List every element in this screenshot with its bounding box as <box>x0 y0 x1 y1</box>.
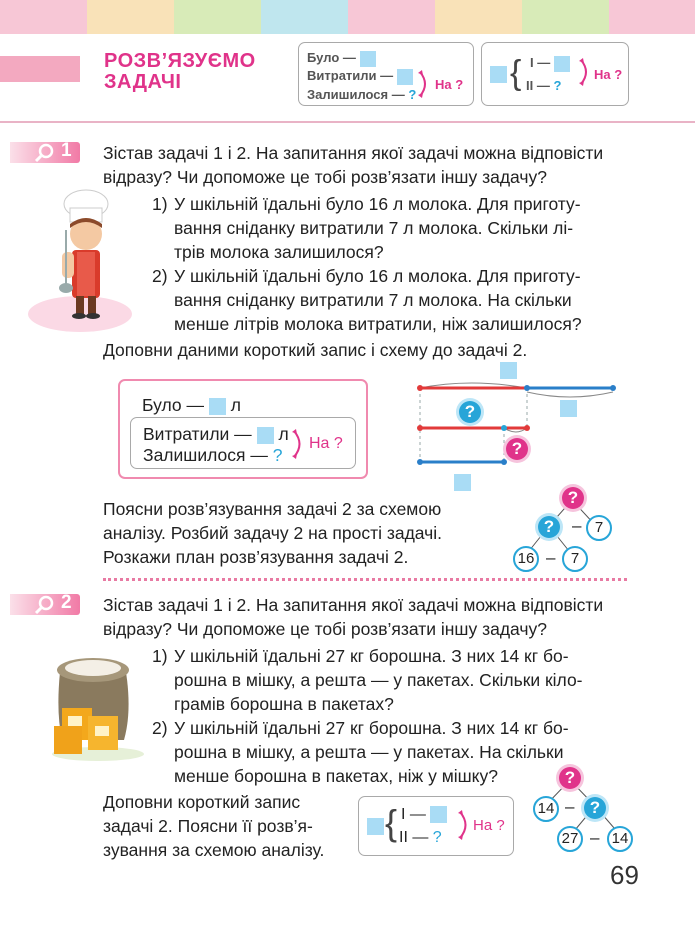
text-line: вання сніданку витратили 7 л молока. На скільки <box>174 290 572 310</box>
text-line: аналізу. Розбий задачу 2 на прості задачі. <box>103 523 443 543</box>
task1-complete-text: Доповни даними короткий запис і схему до задачі 2. <box>103 340 528 360</box>
label: II — <box>526 78 550 93</box>
unit: л <box>278 424 289 444</box>
flour-sack-illustration <box>48 642 148 762</box>
question-ball: ? <box>562 487 584 509</box>
text-line: відразу? Чи допоможе це тобі розв’язати іншу задачу? <box>103 167 548 187</box>
item-number: 2) <box>152 266 168 286</box>
text-line: грамів борошна в пакетах? <box>174 694 394 714</box>
label: Залишилося — <box>143 445 268 465</box>
minus-sign: – <box>590 828 600 847</box>
inner-record <box>130 417 356 469</box>
task2-item1 <box>174 644 583 716</box>
top-stripe <box>522 0 609 34</box>
task1-segment-diagram <box>410 360 620 495</box>
text-line: У шкільній їдальні було 16 л молока. Для приготу- <box>174 266 581 286</box>
question-mark: ? <box>553 78 562 93</box>
number-circle: 27 <box>557 826 583 852</box>
number-circle: 14 <box>533 796 559 822</box>
na-label: На ? <box>594 67 623 82</box>
question-ball: ? <box>584 797 606 819</box>
header-scheme-2 <box>481 42 629 106</box>
text-line: зування за схемою аналізу. <box>103 840 325 860</box>
curved-arrow-icon <box>578 57 594 87</box>
item-number: 1) <box>152 646 168 666</box>
question-ball: ? <box>559 767 581 789</box>
minus-sign: – <box>546 548 556 567</box>
question-mark: ? <box>432 829 442 846</box>
text-line: Поясни розв’язування задачі 2 за схемою <box>103 499 442 519</box>
minus-sign: – <box>565 797 575 816</box>
brace: { <box>510 54 522 92</box>
magnifier-icon <box>34 594 56 615</box>
chef-illustration <box>22 186 140 336</box>
text-line: трів молока залишилося? <box>174 242 384 262</box>
na-label: На ? <box>473 817 505 834</box>
label: Витратили — <box>307 68 394 83</box>
text-line: Розкажи план розв’язування задачі 2. <box>103 547 409 567</box>
curved-arrow-icon <box>457 809 473 841</box>
text-line: задачі 2. Поясни її розв’я- <box>103 816 313 836</box>
top-stripe <box>174 0 261 34</box>
magnifier-icon <box>34 142 56 163</box>
label: Було — <box>307 50 356 65</box>
text-line: рошна в мішку, а решта — у пакетах. Скільки кіло- <box>174 670 583 690</box>
header-divider <box>0 121 695 123</box>
label: I — <box>530 55 551 70</box>
top-stripe <box>0 0 87 34</box>
question-mark: ? <box>408 87 417 102</box>
task2-item2 <box>174 716 569 788</box>
text-line: відразу? Чи допоможе це тобі розв’язати іншу задачу? <box>103 619 548 639</box>
text-line: Зістав задачі 1 і 2. На запитання якої задачі можна відповісти <box>103 143 604 163</box>
title-line: РОЗВ’ЯЗУЄМО <box>104 50 256 72</box>
task-number: 1 <box>61 140 72 161</box>
question-ball: ? <box>459 401 481 423</box>
task1-item1 <box>174 192 581 264</box>
minus-sign: – <box>572 516 582 535</box>
text-line: У шкільній їдальні було 16 л молока. Для приготу- <box>174 194 581 214</box>
brace: { <box>385 802 398 843</box>
header-scheme-1 <box>298 42 474 106</box>
item-number: 1) <box>152 194 168 214</box>
label: Витратили — <box>143 424 252 444</box>
top-stripe <box>261 0 348 34</box>
section-divider <box>103 578 627 581</box>
text-line: У шкільній їдальні 27 кг борошна. З них 14 кг бо- <box>174 718 569 738</box>
label: I — <box>401 806 426 823</box>
question-ball: ? <box>538 516 560 538</box>
page-number: 69 <box>610 860 639 890</box>
title-line: ЗАДАЧІ <box>104 71 182 93</box>
number-circle: 7 <box>586 515 612 541</box>
label: II — <box>399 829 429 846</box>
number-circle: 16 <box>513 546 539 572</box>
unit: л <box>230 395 241 415</box>
text-line: рошна в мішку, а решта — у пакетах. На скільки <box>174 742 564 762</box>
task1-record <box>118 379 368 479</box>
task2-intro <box>103 593 603 641</box>
text-line: менше літрів молока витратили, ніж залишилося? <box>174 314 582 334</box>
top-stripe <box>87 0 174 34</box>
na-label: На ? <box>309 435 343 452</box>
page-title <box>104 51 256 93</box>
number-circle: 7 <box>562 546 588 572</box>
task2-record <box>358 796 514 856</box>
item-number: 2) <box>152 718 168 738</box>
text-line: Доповни короткий запис <box>103 792 301 812</box>
task1-explain <box>103 497 442 569</box>
task1-item2 <box>174 264 582 336</box>
label: Було — <box>142 395 204 415</box>
top-stripe <box>348 0 435 34</box>
task-number: 2 <box>61 592 72 613</box>
question-ball: ? <box>506 438 528 460</box>
na-label: На ? <box>435 77 464 92</box>
label: Залишилося — <box>307 87 405 102</box>
text-line: Зістав задачі 1 і 2. На запитання якої задачі можна відповісти <box>103 595 604 615</box>
header-pink-band <box>0 56 80 82</box>
top-stripe <box>609 0 695 34</box>
curved-arrow-icon <box>417 69 433 99</box>
number-circle: 14 <box>607 826 633 852</box>
top-stripe <box>435 0 522 34</box>
question-mark: ? <box>272 445 283 465</box>
task1-intro <box>103 141 603 189</box>
text-line: У шкільній їдальні 27 кг борошна. З них 14 кг бо- <box>174 646 569 666</box>
curved-arrow-icon <box>291 428 307 460</box>
text-line: вання сніданку витратили 7 л молока. Скільки лі- <box>174 218 574 238</box>
text-line: менше борошна в пакетах, ніж у мішку? <box>174 766 499 786</box>
task2-complete-text <box>103 790 324 862</box>
